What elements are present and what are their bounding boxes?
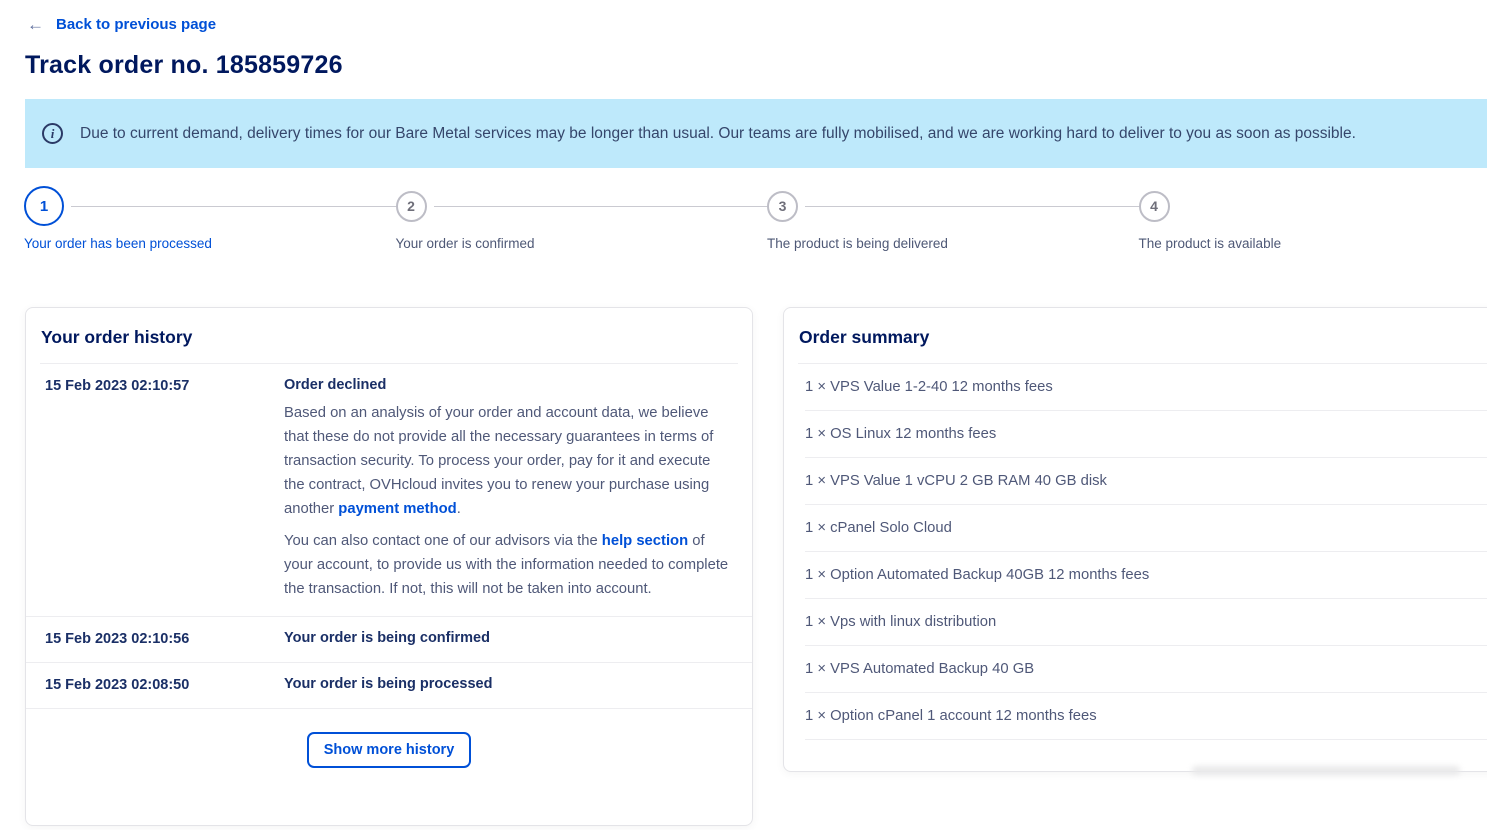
summary-item: 1 × OS Linux 12 months fees [805, 411, 1487, 458]
order-history-card [25, 307, 753, 826]
back-arrow-icon: ← [27, 15, 44, 34]
history-entry-date: 15 Feb 2023 02:10:56 [45, 631, 190, 647]
history-entry-confirmed [26, 617, 752, 663]
summary-item: 1 × cPanel Solo Cloud [805, 505, 1487, 552]
paragraph-text: . [456, 501, 461, 517]
summary-item: 1 × VPS Value 1 vCPU 2 GB RAM 40 GB disk [805, 458, 1487, 505]
step-4-circle: 4 [1139, 191, 1170, 222]
history-entry-processed [26, 663, 752, 709]
step-order-confirmed [396, 186, 768, 251]
order-summary-title: Order summary [799, 327, 930, 347]
step-product-delivered [767, 186, 1139, 251]
history-entry-paragraph [284, 401, 729, 521]
step-1-circle: 1 [24, 186, 64, 226]
history-entry-title: Order declined [284, 377, 387, 393]
step-connector [71, 206, 396, 207]
step-3-label: The product is being delivered [767, 236, 948, 251]
step-2-label: Your order is confirmed [395, 236, 535, 251]
history-entry-title: Your order is being confirmed [284, 630, 490, 646]
show-more-history-button[interactable]: Show more history [307, 732, 472, 768]
step-connector [434, 206, 768, 207]
summary-item: 1 × Option cPanel 1 account 12 months fees [805, 693, 1487, 740]
summary-item: 1 × VPS Value 1-2-40 12 months fees [805, 364, 1487, 411]
paragraph-text: You can also contact one of our advisors via the [284, 533, 602, 549]
order-history-title: Your order history [41, 327, 193, 347]
back-to-previous-page-link[interactable] [27, 16, 216, 33]
info-banner [25, 99, 1487, 168]
history-entry-paragraph [284, 529, 729, 601]
help-section-link[interactable]: help section [601, 533, 689, 549]
blurred-watermark [1192, 766, 1460, 775]
summary-item: 1 × VPS Automated Backup 40 GB [805, 646, 1487, 693]
step-3-circle: 3 [767, 191, 798, 222]
info-icon: i [42, 123, 63, 144]
order-progress-stepper [24, 186, 1487, 251]
history-entry-declined [26, 364, 752, 617]
summary-item: 1 × Vps with linux distribution [805, 599, 1487, 646]
order-summary-card [783, 307, 1487, 772]
step-4-label: The product is available [1138, 236, 1282, 251]
history-entry-date: 15 Feb 2023 02:08:50 [45, 677, 190, 693]
summary-item: 1 × Option Automated Backup 40GB 12 months fees [805, 552, 1487, 599]
paragraph-text: Based on an analysis of your order and account data, we believe that these do not provide all the necessary guarantees in terms of transaction security. To process your order, pay for it and execute the contract, OVHcloud invites you to renew your purchase using another [284, 405, 714, 517]
paragraph-text: of your account, to provide us with the information needed to complete the transaction. If not, this will not be taken into account. [284, 533, 729, 597]
step-1-label: Your order has been processed [24, 236, 212, 251]
history-entry-date: 15 Feb 2023 02:10:57 [45, 378, 190, 394]
info-banner-text: Due to current demand, delivery times for our Bare Metal services may be longer than usual. Our teams are fully mobilised, and we are working hard to deliver to you as soon as possible. [80, 124, 1356, 142]
page-title: Track order no. 185859726 [25, 51, 343, 79]
payment-method-link[interactable]: payment method [338, 501, 457, 517]
history-entry-title: Your order is being processed [284, 676, 493, 692]
step-order-processed [24, 186, 396, 251]
back-link-label: Back to previous page [56, 16, 217, 33]
step-2-circle: 2 [396, 191, 427, 222]
step-connector [805, 206, 1139, 207]
step-product-available [1139, 186, 1487, 251]
